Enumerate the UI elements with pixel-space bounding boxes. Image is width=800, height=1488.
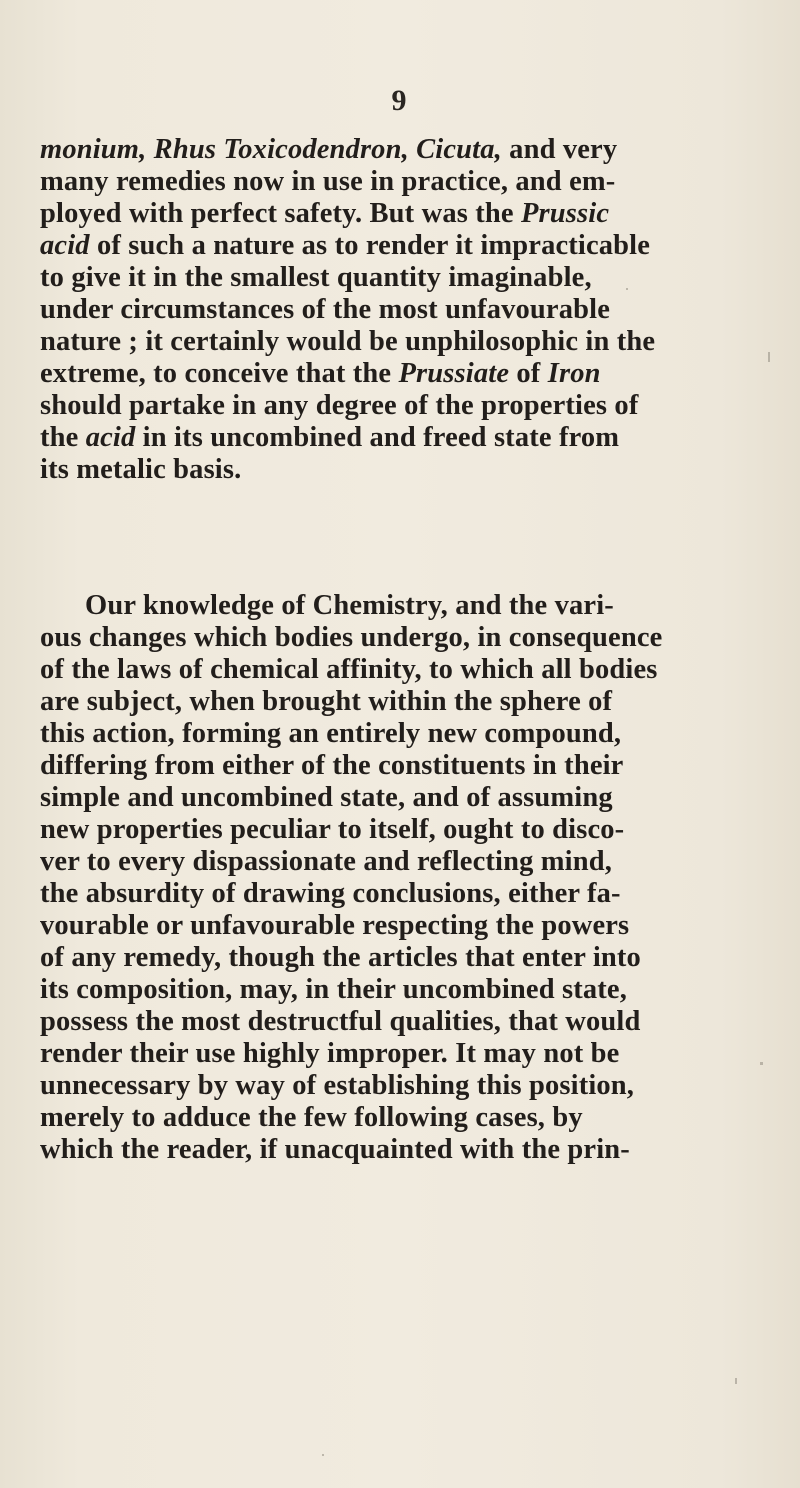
text-line xyxy=(40,622,800,654)
text-run: under circumstances of the most unfavourable xyxy=(40,294,610,325)
text-run: this action, forming an entirely new compound, xyxy=(40,718,622,749)
text-line xyxy=(40,262,800,294)
text-line xyxy=(40,230,800,262)
text-run: to give it in the smallest quantity imaginable, xyxy=(40,262,592,293)
text-line xyxy=(40,166,800,198)
text-line xyxy=(40,814,800,846)
text-run: of the laws of chemical affinity, to which all bodies xyxy=(40,654,658,685)
text-line xyxy=(40,974,800,1006)
paragraph-2 xyxy=(40,590,800,1166)
text-line xyxy=(40,358,800,390)
text-run: in its uncombined and freed state from xyxy=(135,422,620,453)
text-run: ployed with perfect safety. But was the xyxy=(40,198,521,229)
text-run: render their use highly improper. It may not be xyxy=(40,1038,620,1069)
text-line xyxy=(40,686,800,718)
text-run: differing from either of the constituents in their xyxy=(40,750,624,781)
text-run: vourable or unfavourable respecting the powers xyxy=(40,910,630,941)
page-number: 9 xyxy=(391,84,407,117)
text-line xyxy=(40,390,800,422)
text-run: which the reader, if unacquainted with the prin- xyxy=(40,1134,630,1165)
text-run: ver to every dispassionate and reflecting mind, xyxy=(40,846,613,877)
italic-run: Prussiate xyxy=(398,358,510,389)
text-line xyxy=(40,326,800,358)
text-run: and very xyxy=(501,134,618,165)
text-line xyxy=(40,134,800,166)
paragraph-1 xyxy=(40,134,800,486)
text-line xyxy=(40,750,800,782)
text-run: many remedies now in use in practice, and em- xyxy=(40,166,616,197)
text-run: possess the most destructful qualities, that would xyxy=(40,1006,641,1037)
text-run: of any remedy, though the articles that enter into xyxy=(40,942,641,973)
text-run: unnecessary by way of establishing this position, xyxy=(40,1070,635,1101)
text-run: ous changes which bodies undergo, in consequence xyxy=(40,622,663,653)
italic-run: Prussic xyxy=(520,198,610,229)
text-run: of such a nature as to render it impracticable xyxy=(89,230,651,261)
text-line xyxy=(40,454,800,486)
text-line xyxy=(40,942,800,974)
italic-run: monium, Rhus Toxicodendron, Cicuta, xyxy=(40,134,502,165)
text-run: its composition, may, in their uncombined state, xyxy=(40,974,627,1005)
paper-speck xyxy=(768,352,770,362)
text-line xyxy=(40,878,800,910)
paper-speck xyxy=(322,1454,324,1456)
text-line xyxy=(40,1102,800,1134)
text-run: the absurdity of drawing conclusions, either fa- xyxy=(40,878,621,909)
paper-speck xyxy=(626,288,628,290)
text-line xyxy=(40,782,800,814)
text-line xyxy=(40,198,800,230)
text-line xyxy=(40,1006,800,1038)
text-run: new properties peculiar to itself, ought to disco- xyxy=(40,814,625,845)
text-line xyxy=(40,590,800,622)
text-line xyxy=(40,1038,800,1070)
text-line xyxy=(40,1134,800,1166)
text-run: Our knowledge of Chemistry, and the vari- xyxy=(85,590,614,621)
text-line xyxy=(40,910,800,942)
text-run: merely to adduce the few following cases, by xyxy=(40,1102,583,1133)
text-line xyxy=(40,1070,800,1102)
text-run: simple and uncombined state, and of assuming xyxy=(40,782,613,813)
text-line xyxy=(40,422,800,454)
paper-speck xyxy=(760,1062,763,1065)
text-run: are subject, when brought within the sphere of xyxy=(40,686,613,717)
text-run: its metalic basis. xyxy=(40,454,242,485)
text-line xyxy=(40,846,800,878)
italic-run: Iron xyxy=(547,358,601,389)
text-line xyxy=(40,654,800,686)
text-line xyxy=(40,718,800,750)
text-run: should partake in any degree of the properties of xyxy=(40,390,639,421)
text-line xyxy=(40,294,800,326)
italic-run: acid xyxy=(40,230,90,261)
text-run: extreme, to conceive that the xyxy=(40,358,399,389)
paper-speck xyxy=(735,1378,737,1384)
text-run: nature ; it certainly would be unphilosophic in the xyxy=(40,326,656,357)
text-run: of xyxy=(509,358,548,389)
text-run: the xyxy=(40,422,86,453)
italic-run: acid xyxy=(85,422,136,453)
